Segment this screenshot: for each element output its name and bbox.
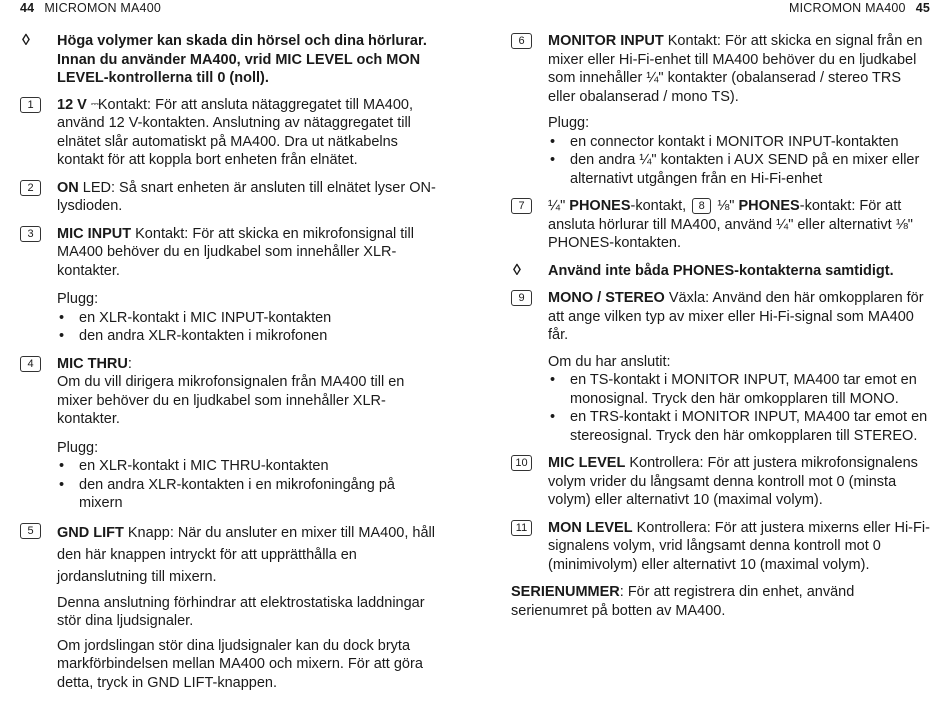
item-description: Kontrollera: För att justera mixerns eller Hi-Fi-signalens volym, vrid långsamt denna kontroll mot 0 (minimivolym) eller alternativt 10 (maximal volym).: [548, 519, 930, 573]
warning-text: Använd inte båda PHONES-kontakterna samtidigt.: [548, 262, 894, 279]
item-mon-level: [511, 519, 931, 575]
list-item: • en TRS-kontakt i MONITOR INPUT, MA400 tar emot en stereosignal. Tryck den här omkopplaren till STEREO.: [548, 408, 931, 445]
item-title: MONITOR INPUT: [548, 33, 664, 49]
number-badge: 8: [692, 198, 711, 214]
item-mic-level: [511, 454, 931, 510]
warning-phones: [511, 262, 931, 281]
item-title: MIC THRU: [57, 355, 128, 372]
number-badge: 2: [20, 180, 41, 196]
list-item: • en XLR-kontakt i MIC THRU-kontakten: [57, 457, 440, 476]
item-title: PHONES: [569, 198, 631, 214]
item-mono-stereo: [511, 289, 931, 445]
number-badge: 7: [511, 198, 532, 214]
left-column: [20, 32, 440, 692]
item-description: -kontakt: För att ansluta hörlurar till MA400, använd ¼" eller alternativt ⅛" PHONES-kontakten.: [548, 198, 913, 251]
plug-label: Plugg:: [57, 439, 99, 456]
item-mic-thru: 4 MIC THRU: Om du vill dirigera mikrofonsignalen från MA400 till en mixer behöver du en ljudkabel som innehåller XLR-kontakter. Plugg: • en XLR-kontakt i MIC THRU-kontakten • den andra XLR-kontakten i en mikrofoningång på mixern: [20, 355, 440, 513]
item-paragraph: Denna anslutning förhindrar att elektrostatiska laddningar stör dina ljudsignaler.: [57, 594, 425, 629]
connection-list: [548, 371, 931, 445]
left-page-header: [20, 1, 161, 15]
number-badge: 1: [20, 97, 41, 113]
warning-text: Höga volymer kan skada din hörsel och dina hörlurar. Innan du använder MA400, vrid MIC LEVEL och MON LEVEL-kontrollerna till 0 (noll).: [57, 33, 427, 86]
item-monitor-input: [511, 32, 931, 188]
item-title: MON LEVEL: [548, 519, 633, 536]
right-page-header: [789, 1, 930, 15]
number-badge: 6: [511, 33, 532, 49]
item-title: MONO / STEREO: [548, 290, 665, 306]
item-description: Kontakt: För att ansluta nätaggregatet till MA400, använd 12 V-kontakten. Anslutning av nätaggregatet till elnätet slår automatiskt på MA400. Dra ut nätkabelns kontakt för att koppla bort enheten från elnätet.: [57, 96, 414, 168]
item-title: GND LIFT: [57, 524, 124, 541]
item-description: Kontrollera: För att justera mikrofonsignalens volym vrider du långsamt denna kontroll mot 0 (minsta volym) eller alternativt 10 (maximal volym).: [548, 455, 918, 508]
plug-label: Plugg:: [548, 115, 590, 131]
item-description: Växla: Använd den här omkopplaren för att ange vilken typ av mixer eller Hi-Fi-signal som MA400 får.: [548, 290, 924, 343]
right-header-title: MICROMON MA400: [788, 1, 906, 15]
number-badge: 9: [511, 290, 532, 306]
list-item: • en connector kontakt i MONITOR INPUT-kontakten: [548, 133, 931, 152]
warning-diamond-icon: ◊: [22, 32, 30, 49]
item-text: [57, 96, 440, 170]
list-item: • den andra ¼" kontakten i AUX SEND på en mixer eller alternativt utgången från en Hi-Fi-enhet: [548, 151, 931, 188]
item-title: PHONES: [738, 198, 800, 214]
serial-description: : För att registrera din enhet, använd serienumret på botten av MA400.: [511, 584, 855, 619]
warning-diamond-icon: ◊: [513, 261, 521, 279]
item-title: MIC LEVEL: [548, 455, 626, 471]
left-header-title: MICROMON MA400: [44, 1, 162, 15]
serial-number-section: [511, 583, 931, 620]
list-item: • en TS-kontakt i MONITOR INPUT, MA400 tar emot en monosignal. Tryck den här omkopplaren till MONO.: [548, 371, 931, 408]
right-column: [511, 32, 931, 620]
right-page-number: 45: [915, 1, 930, 15]
item-description: Om du vill dirigera mikrofonsignalen från MA400 till en mixer behöver du en ljudkabel som innehåller XLR-kontakter.: [57, 374, 405, 427]
serial-title: SERIENUMMER: [511, 584, 620, 600]
item-description: LED: Så snart enheten är ansluten till elnätet lyser ON-lysdioden.: [57, 179, 436, 214]
number-badge: 5: [20, 523, 41, 539]
item-description: Kontakt: För att skicka en signal från en mixer eller Hi-Fi-enhet till MA400 behöver du en ljudkabel som innehåller ¼" kontakter (obalanserad / stereo TRS eller obalanserad / mono TS).: [548, 33, 923, 105]
dc-symbol-icon: ⎓: [90, 98, 98, 110]
number-badge: 3: [20, 226, 41, 242]
item-title: MIC INPUT: [57, 225, 132, 242]
item-12v: [20, 96, 440, 170]
item-on-led: [20, 179, 440, 216]
item-description: Knapp: När du ansluter en mixer till MA400, håll den här knappen intryckt för att upprätthålla en jordanslutning till mixern.: [57, 524, 435, 585]
number-badge: 11: [511, 520, 532, 536]
list-item: • en XLR-kontakt i MIC INPUT-kontakten: [57, 309, 440, 328]
connected-label: Om du har anslutit:: [548, 353, 671, 370]
plug-list: [57, 457, 440, 513]
list-item: • den andra XLR-kontakten i en mikrofoningång på mixern: [57, 476, 440, 513]
item-gnd-lift: [20, 522, 440, 693]
item-description: Kontakt: För att skicka en mikrofonsignal till MA400 behöver du en ljudkabel som innehåller XLR-kontakter.: [57, 225, 414, 279]
item-mic-input: [20, 225, 440, 346]
list-item: • den andra XLR-kontakten i mikrofonen: [57, 327, 440, 346]
number-badge: 10: [511, 455, 532, 471]
item-title: ON: [57, 179, 79, 196]
left-page-number: 44: [20, 1, 35, 15]
warning-volume: [20, 32, 440, 88]
item-title: 12 V: [57, 96, 87, 113]
item-paragraph: Om jordslingan stör dina ljudsignaler kan du dock bryta markförbindelsen mellan MA400 och mixern. För att göra detta, tryck in GND LIFT-knappen.: [57, 637, 423, 691]
plug-list: [548, 133, 931, 189]
plug-label: Plugg:: [57, 291, 99, 307]
plug-list: [57, 309, 440, 346]
item-phones: 7 ¼" PHONES-kontakt, 8 ⅛" PHONES-kontakt: För att ansluta hörlurar till MA400, använd ¼" eller alternativt ⅛" PHONES-kontakten.: [511, 197, 931, 253]
number-badge: 4: [20, 356, 41, 372]
